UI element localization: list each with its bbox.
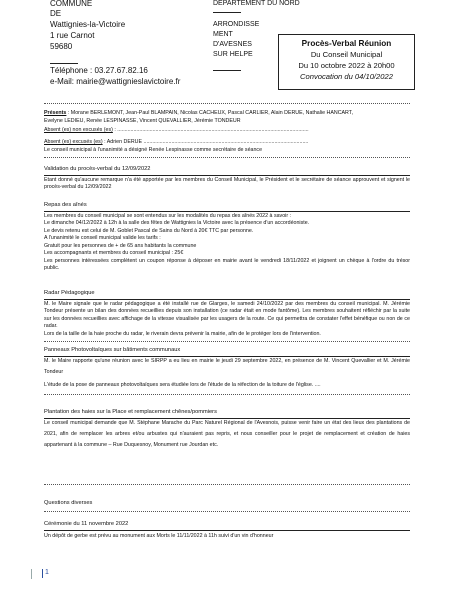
present-label: Présents bbox=[44, 110, 67, 116]
section-radar-title: Radar Pédagogique bbox=[44, 290, 95, 296]
phone: Téléphone : 03.27.67.82.16 bbox=[50, 66, 148, 75]
arrondissement-2: MENT bbox=[213, 31, 233, 38]
separator-top bbox=[44, 103, 410, 104]
arrondissement-1: ARRONDISSE bbox=[213, 21, 260, 28]
present-names: : Morane BERLEMONT, Jean-Paul BLAMPAIN, Nicolas CACHEUX, Pascal CARLIER, Alain DERUE, Nathalie HANCART, bbox=[66, 110, 353, 116]
separator-2 bbox=[44, 341, 410, 342]
de-label: DE bbox=[50, 9, 62, 18]
section-photovoltaique-title: Panneaux Photovoltaïques sur bâtiments communaux bbox=[44, 347, 181, 353]
section-ceremonie-rule bbox=[44, 530, 410, 531]
repas-line-4: A l'unanimité le conseil municipal valide les tarifs : bbox=[44, 235, 161, 241]
street-address: 1 rue Carnot bbox=[50, 31, 95, 40]
ceremonie-body: Un dépôt de gerbe est prévu au monument aux Morts le 11/11/2022 à 11h suivi d'un vin d'honneur bbox=[44, 533, 274, 539]
repas-line-1: Les membres du conseil municipal se sont entendus sur les modalités du repas des aînés 2022 à savoir : bbox=[44, 213, 292, 219]
pv-date: Du 10 octobre 2022 à 20h00 bbox=[298, 61, 395, 70]
radar-body: M. le Maire signale que le radar pédagogique a été installé rue de Glarges, le samedi 24/10/2022 par des membres du conseil municipal. M. Jérémie Tondeur présente un bilan des données recueillies depuis son installation (ce radar était en mode fantôme). Les membres souhaitent réfléchir par la suite sur les données recueillies avec affichage de la vitesse visualisée par les usagers de la route. Ce qui permettra de constater l'effet bénéfique ou non de ce radar. bbox=[44, 301, 410, 330]
haies-body: Le conseil municipal demande que M. Stéphane Marache du Parc Naturel Régional de l'Avesnois, puisse venir faire un état des lieux des plantations de 2021, afin de remplacer les arbres et/ou arbustes qui n'auraient pas repris, et nous conseiller pour le projet de remplacement et création de haies appartenant à la commune – Rue Duquesnoy, Monument rue Jourdan etc. bbox=[44, 420, 410, 448]
separator-4 bbox=[44, 484, 410, 485]
repas-line-6: Les accompagnants et membres du conseil municipal : 25€ bbox=[44, 250, 184, 256]
header-left-rule bbox=[50, 63, 78, 64]
section-pv-validation-rule bbox=[44, 175, 410, 176]
section-haies-title: Plantation des haies sur la Place et remplacement chênes/pommiers bbox=[44, 409, 217, 415]
commune-label: COMMUNE bbox=[50, 0, 93, 8]
section-radar-rule bbox=[44, 299, 410, 300]
department: DEPARTEMENT DU NORD bbox=[213, 0, 300, 7]
secretary-line: Le conseil municipal à l'unanimité a désigné Renée Lespinasse comme secrétaire de séance bbox=[44, 147, 263, 153]
header-mid-rule-top bbox=[213, 12, 241, 13]
arrondissement-4: SUR HELPE bbox=[213, 51, 253, 58]
page-margin-marker bbox=[31, 569, 32, 579]
town-name: Wattignies-la-Victoire bbox=[50, 20, 126, 29]
section-repas-rule bbox=[44, 211, 410, 212]
arrondissement-3: D'AVESNES bbox=[213, 41, 252, 48]
present-line bbox=[44, 110, 353, 117]
pv-title: Procès-Verbal Réunion bbox=[301, 39, 392, 48]
zip-code: 59680 bbox=[50, 42, 73, 51]
separator-1 bbox=[44, 157, 410, 158]
separator-5 bbox=[44, 511, 410, 512]
repas-line-5: Gratuit pour les personnes de + de 65 ans habitants la commune bbox=[44, 243, 197, 249]
absent-line bbox=[44, 127, 309, 134]
photovoltaique-line-2: L'étude de la pose de panneaux photovoltaïques sera étudiée lors de l'étude de la réfection de la toiture de l'église. .... bbox=[44, 382, 321, 388]
section-repas-title: Repas des aînés bbox=[44, 202, 87, 208]
excused-names: : Adrien DERUE ................................................................................................................ bbox=[102, 139, 309, 145]
text-cursor bbox=[42, 569, 43, 578]
pv-subtitle: Du Conseil Municipal bbox=[310, 50, 383, 59]
absent-label: Absent (es) non excusés (es) bbox=[44, 127, 113, 133]
title-box bbox=[278, 34, 415, 90]
excused-label: Absent (es) excusés (es) bbox=[44, 139, 103, 145]
repas-line-7: Les personnes intéressées complètent un coupon réponse à déposer en mairie avant le vendredi 18/11/2022 et joignent un chèque à l'ordre du trésor public. bbox=[44, 258, 410, 272]
separator-3 bbox=[44, 394, 410, 395]
repas-line-3: Le devis retenu est celui de M. Goblet Pascal de Sains du Nord à 20€ TTC par personne. bbox=[44, 228, 254, 234]
email: e-Mail: mairie@wattignieslavictoire.fr bbox=[50, 77, 181, 86]
header-mid-rule-bottom bbox=[213, 70, 241, 71]
section-pv-validation-body: Etant donné qu'aucune remarque n'a été apportée par les membres du Conseil Municipal, le Président et le secrétaire de séance approuvent et signent le procès-verbal du 12/09/2022 bbox=[44, 177, 410, 191]
page-number: 1 bbox=[45, 569, 49, 576]
repas-line-2: Le dimanche 04/12/2022 à 12h à la salle des fêtes de Wattignies la Victoire avec la présence d'un accordéoniste. bbox=[44, 220, 310, 226]
present-names-2: Evelyne LEDIEU, Renée LESPINASSE, Vincent QUEVALLIER, Jérémie TONDEUR bbox=[44, 118, 241, 124]
photovoltaique-line-1: M. le Maire rapporte qu'une réunion avec le SIRPP a eu lieu en mairie le jeudi 29 septembre 2022, en présence de M. Vincent Quevallier et M. Jérémie Tondeur bbox=[44, 358, 410, 375]
section-questions-title: Questions diverses bbox=[44, 500, 93, 506]
section-pv-validation-title: Validation du procès-verbal du 12/09/2022 bbox=[44, 166, 151, 172]
excused-line bbox=[44, 139, 308, 146]
section-ceremonie-title: Cérémonie du 11 novembre 2022 bbox=[44, 521, 129, 527]
radar-body-2: Lors de la taille de la haie proche du radar, le riverain devra prévenir la mairie, afin de le protéger lors de l'intervention. bbox=[44, 331, 321, 337]
absent-names: : .................................................................................................................................. bbox=[112, 127, 309, 133]
pv-convocation: Convocation du 04/10/2022 bbox=[300, 72, 393, 81]
